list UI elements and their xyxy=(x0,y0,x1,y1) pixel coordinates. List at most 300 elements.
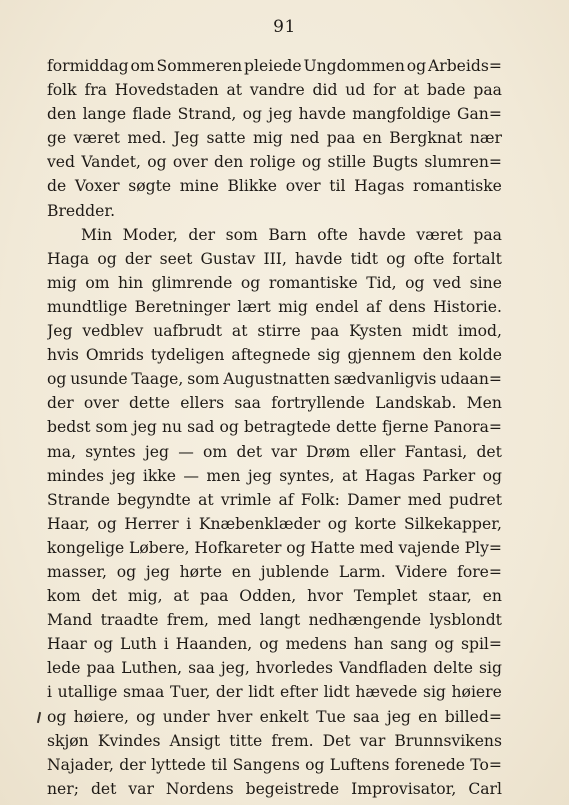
word: mine xyxy=(179,177,219,196)
word: Vandet, xyxy=(81,153,141,172)
word: nu xyxy=(161,418,183,437)
word: Drøm xyxy=(306,442,351,461)
word: ofte xyxy=(413,249,445,268)
page-number: 91 xyxy=(273,17,296,37)
word: paa xyxy=(326,129,356,148)
word: Templet xyxy=(353,587,418,606)
word: dens xyxy=(388,297,426,316)
word: Beretninger xyxy=(134,297,231,316)
word: traadte xyxy=(100,611,159,630)
word: vedblev xyxy=(82,322,144,341)
word: stille xyxy=(327,153,367,172)
word: — xyxy=(178,442,194,461)
text-line xyxy=(47,753,502,777)
word: pudret xyxy=(449,490,502,509)
word: mangfoldige xyxy=(352,105,451,124)
word: titte xyxy=(229,731,263,750)
word: og xyxy=(301,153,322,172)
word: Kvindes xyxy=(97,731,161,750)
word: sædvanligvis xyxy=(333,370,437,389)
word: Gan= xyxy=(457,105,502,124)
word: som xyxy=(225,225,258,244)
word: Videre xyxy=(395,562,448,581)
word: det xyxy=(236,442,262,461)
word: Landskab. xyxy=(375,394,457,413)
word: To= xyxy=(470,755,502,774)
word: havde xyxy=(295,249,343,268)
word: det xyxy=(91,587,117,606)
word: eller xyxy=(359,442,396,461)
word: fortalt xyxy=(452,249,502,268)
word: hvor xyxy=(307,587,343,606)
word: som xyxy=(95,418,128,437)
word: været xyxy=(416,225,463,244)
word: med. xyxy=(127,129,167,148)
word: paa xyxy=(86,659,116,678)
word: lange xyxy=(82,105,127,124)
text-line xyxy=(47,126,502,150)
word: frem. xyxy=(271,731,314,750)
word: paa xyxy=(310,322,340,341)
word: der xyxy=(124,249,152,268)
word: at xyxy=(173,587,189,606)
word: III, xyxy=(263,249,287,268)
word: men xyxy=(206,466,241,485)
word: Odden, xyxy=(239,587,297,606)
word: og xyxy=(136,707,156,726)
word: og xyxy=(147,153,167,172)
word: Omrids xyxy=(85,346,144,365)
word: Luftens xyxy=(329,755,390,774)
word: betragtede xyxy=(243,418,331,437)
word: forenede xyxy=(394,755,466,774)
word: Haanden, xyxy=(175,635,253,654)
word: jeg xyxy=(132,418,157,437)
word: og xyxy=(240,273,261,292)
word: kongelige xyxy=(47,538,125,557)
word: Folk: xyxy=(300,490,340,509)
word: imod, xyxy=(457,322,502,341)
word: med xyxy=(217,611,252,630)
word: utallige xyxy=(57,683,118,702)
word: Hagas xyxy=(354,177,405,196)
word: Hovedstaden xyxy=(114,81,219,100)
word: Tue xyxy=(316,707,346,726)
word: om xyxy=(85,273,110,292)
word: endel xyxy=(315,297,359,316)
word: lyttede xyxy=(151,755,206,774)
word: flade xyxy=(132,105,172,124)
word: korte xyxy=(354,514,397,533)
word: enkelt xyxy=(259,707,309,726)
word: om xyxy=(130,57,155,75)
word: Sangens xyxy=(232,755,300,774)
word: fortryllende xyxy=(271,394,365,413)
word: og xyxy=(219,418,239,437)
word: saa xyxy=(353,707,380,726)
word: var xyxy=(128,779,154,798)
word: Min xyxy=(81,225,112,244)
text-line xyxy=(47,536,502,560)
text-line xyxy=(47,560,502,584)
word: Hatte xyxy=(310,538,355,557)
word: vandre xyxy=(249,81,305,100)
word: Barn xyxy=(268,225,307,244)
word: i xyxy=(163,635,169,654)
word: Augustnatten xyxy=(223,370,330,389)
word: den xyxy=(214,153,244,172)
word: og xyxy=(47,707,67,726)
word: lidt xyxy=(323,683,350,702)
word: ved xyxy=(47,153,76,172)
word: staar, xyxy=(428,587,472,606)
word: dette xyxy=(129,394,171,413)
word: ellers xyxy=(180,394,225,413)
word: mundtlige xyxy=(47,297,128,316)
word: nedhængende xyxy=(308,611,422,630)
word: ved xyxy=(433,273,462,292)
word: saa xyxy=(188,659,215,678)
word: mig xyxy=(252,129,283,148)
word: nær xyxy=(469,129,502,148)
word: havde xyxy=(358,225,406,244)
word: sig xyxy=(479,659,502,678)
word: hvis xyxy=(47,346,79,365)
word: Ansigt xyxy=(169,731,221,750)
word: paa xyxy=(473,81,502,100)
text-line xyxy=(47,656,502,680)
text-line xyxy=(47,464,502,488)
text-line xyxy=(47,705,502,729)
text-line xyxy=(47,343,502,367)
word: Sommeren xyxy=(156,57,243,75)
text-line xyxy=(47,54,502,78)
word: under xyxy=(162,707,210,726)
word: formiddag xyxy=(47,57,129,75)
word: jeg xyxy=(144,442,169,461)
word: hørte xyxy=(179,562,223,581)
word: en xyxy=(418,707,438,726)
word: sang xyxy=(390,635,428,654)
text-line xyxy=(47,584,502,608)
word: og xyxy=(434,635,454,654)
text-line xyxy=(47,391,502,415)
word: der xyxy=(188,225,216,244)
word: aftegnede xyxy=(231,346,311,365)
word: syntes xyxy=(85,442,136,461)
text-line xyxy=(47,271,502,295)
word: Silkekapper, xyxy=(403,514,502,533)
text-line xyxy=(47,319,502,343)
word: Bredder. xyxy=(47,201,116,220)
word: udaan= xyxy=(440,370,502,389)
word: billed= xyxy=(444,707,502,726)
word: tydeligen xyxy=(150,346,225,365)
word: og xyxy=(93,635,114,654)
word: Kysten xyxy=(349,322,403,341)
word: paa xyxy=(199,587,229,606)
word: Bergknat xyxy=(389,129,463,148)
word: over xyxy=(172,153,208,172)
word: rolige xyxy=(249,153,296,172)
word: saa xyxy=(234,394,261,413)
word: jeg xyxy=(145,562,170,581)
word: og xyxy=(286,538,306,557)
word: Larm. xyxy=(338,562,386,581)
word: frem, xyxy=(166,611,210,630)
word: til xyxy=(329,177,346,196)
word: med xyxy=(359,538,394,557)
word: hin xyxy=(118,273,144,292)
text-line xyxy=(47,777,502,801)
word: med xyxy=(407,490,442,509)
word: Tid, xyxy=(366,273,397,292)
word: slumren= xyxy=(424,153,502,172)
word: vrimle xyxy=(220,490,272,509)
word: gjennem xyxy=(347,346,416,365)
word: ud xyxy=(345,81,366,100)
word: langt xyxy=(259,611,301,630)
text-line xyxy=(47,729,502,753)
word: af xyxy=(366,297,382,316)
text-line xyxy=(47,367,502,391)
word: sad xyxy=(187,418,215,437)
word: smaa xyxy=(122,683,165,702)
word: lysblondt xyxy=(429,611,502,630)
word: den xyxy=(422,346,452,365)
word: did xyxy=(312,81,338,100)
word: tidt xyxy=(350,249,379,268)
word: masser, xyxy=(47,562,108,581)
word: — xyxy=(183,466,199,485)
text-line xyxy=(47,150,502,174)
word: begyndte xyxy=(117,490,191,509)
word: Strand, xyxy=(177,105,237,124)
word: fra xyxy=(84,81,107,100)
word: og xyxy=(259,635,279,654)
word: Improvisator, xyxy=(351,779,457,798)
word: og xyxy=(47,370,67,389)
word: til xyxy=(211,755,228,774)
word: ge xyxy=(47,129,67,148)
word: Najader, xyxy=(47,755,114,774)
word: over xyxy=(285,177,321,196)
word: jeg xyxy=(247,466,272,485)
word: uafbrudt xyxy=(153,322,223,341)
word: høiere xyxy=(451,683,502,702)
word: over xyxy=(83,394,119,413)
word: jeg xyxy=(386,707,411,726)
text-line xyxy=(47,223,502,247)
word: Ply= xyxy=(464,538,502,557)
word: Gustav xyxy=(200,249,256,268)
text-line xyxy=(47,199,502,223)
word: satte xyxy=(206,129,246,148)
word: og xyxy=(242,105,262,124)
word: om xyxy=(203,442,228,461)
word: og xyxy=(482,466,502,485)
word: folk xyxy=(47,81,77,100)
word: mindes xyxy=(47,466,105,485)
word: ned xyxy=(290,129,320,148)
text-line xyxy=(47,415,502,439)
word: Hagas xyxy=(364,466,416,485)
word: delte xyxy=(433,659,473,678)
word: og xyxy=(97,249,117,268)
word: Det xyxy=(322,731,351,750)
word: jeg xyxy=(268,105,293,124)
word: bedst xyxy=(47,418,91,437)
word: midt xyxy=(411,322,448,341)
word: fore= xyxy=(457,562,502,581)
word: en xyxy=(362,129,382,148)
word: at xyxy=(403,81,420,100)
word: Carl xyxy=(468,779,502,798)
text-line xyxy=(47,632,502,656)
text-line xyxy=(47,608,502,632)
word: der xyxy=(47,394,74,413)
word: sig xyxy=(317,346,341,365)
word: i xyxy=(47,683,52,702)
word: for xyxy=(373,81,396,100)
word: Blikke xyxy=(227,177,278,196)
word: sig xyxy=(422,683,446,702)
word: at xyxy=(341,466,358,485)
word: søgte xyxy=(128,177,172,196)
word: det xyxy=(90,779,117,798)
word: Parker xyxy=(422,466,476,485)
word: mig xyxy=(47,273,77,292)
word: romantiske xyxy=(412,177,502,196)
word: Bugts xyxy=(372,153,419,172)
word: jublende xyxy=(260,562,330,581)
margin-mark xyxy=(37,712,41,723)
word: glimrende xyxy=(151,273,233,292)
word: pleiede xyxy=(244,57,302,75)
word: Men xyxy=(466,394,502,413)
word: usunde xyxy=(70,370,128,389)
word: ma, xyxy=(47,442,77,461)
word: Panora= xyxy=(433,418,502,437)
word: af xyxy=(278,490,294,509)
text-line xyxy=(47,247,502,271)
word: og xyxy=(406,57,427,75)
word: Knæbenklæder xyxy=(198,514,321,533)
word: Haga xyxy=(47,249,90,268)
text-line xyxy=(47,295,502,319)
word: lidt xyxy=(248,683,275,702)
word: han xyxy=(353,635,384,654)
word: havde xyxy=(298,105,346,124)
text-line xyxy=(47,78,502,102)
word: paa xyxy=(473,225,502,244)
word: der xyxy=(119,755,146,774)
word: begeistrede xyxy=(245,779,340,798)
word: ikke xyxy=(142,466,176,485)
word: det xyxy=(476,442,502,461)
word: Moder, xyxy=(122,225,178,244)
text-line xyxy=(47,174,502,198)
word: var xyxy=(271,442,297,461)
word: seet xyxy=(159,249,193,268)
word: skjøn xyxy=(47,731,89,750)
word: Voxer xyxy=(74,177,120,196)
word: dette xyxy=(335,418,377,437)
text-line xyxy=(47,102,502,126)
word: Jeg xyxy=(47,322,73,341)
word: Brunnsvikens xyxy=(394,731,502,750)
word: Haar xyxy=(47,635,87,654)
text-line xyxy=(47,440,502,464)
word: Historie. xyxy=(433,297,502,316)
word: Arbeids= xyxy=(427,57,502,75)
text-line xyxy=(47,680,502,704)
word: hævede xyxy=(355,683,418,702)
word: fjerne xyxy=(382,418,429,437)
word: som xyxy=(187,370,220,389)
word: Damer xyxy=(347,490,401,509)
word: Hofkareter xyxy=(194,538,282,557)
word: lært xyxy=(237,297,271,316)
word: jeg, xyxy=(220,659,250,678)
word: Luthen, xyxy=(121,659,183,678)
word: ner; xyxy=(47,779,79,798)
word: stirre xyxy=(257,322,301,341)
word: Nordens xyxy=(165,779,234,798)
word: og xyxy=(405,273,425,292)
word: spil= xyxy=(460,635,502,654)
word: Strande xyxy=(47,490,110,509)
word: Mand xyxy=(47,611,93,630)
body-text xyxy=(47,54,502,801)
word: mig xyxy=(278,297,308,316)
word: Herrer xyxy=(124,514,179,533)
word: Fantasi, xyxy=(404,442,468,461)
word: sine xyxy=(469,273,502,292)
word: jeg xyxy=(111,466,136,485)
word: at xyxy=(231,322,248,341)
word: syntes, xyxy=(279,466,335,485)
word: Haar, xyxy=(47,514,90,533)
word: ofte xyxy=(317,225,348,244)
word: Tuer, xyxy=(169,683,211,702)
word: mig, xyxy=(127,587,163,606)
text-line xyxy=(47,488,502,512)
word: de xyxy=(47,177,67,196)
word: i xyxy=(186,514,192,533)
word: Ungdommen xyxy=(303,57,405,75)
word: kom xyxy=(47,587,81,606)
word: bade xyxy=(427,81,466,100)
word: en xyxy=(231,562,252,581)
word: og xyxy=(97,514,117,533)
word: været xyxy=(73,129,120,148)
word: vajende xyxy=(398,538,460,557)
word: Vandfladen xyxy=(339,659,428,678)
word: medens xyxy=(285,635,347,654)
word: lede xyxy=(47,659,81,678)
word: og xyxy=(386,249,406,268)
word: en xyxy=(482,587,502,606)
word: og xyxy=(116,562,137,581)
word: Luth xyxy=(120,635,157,654)
word: var xyxy=(359,731,386,750)
word: kolde xyxy=(458,346,502,365)
word: efter xyxy=(280,683,318,702)
word: Taage, xyxy=(131,370,184,389)
word: høiere, xyxy=(73,707,129,726)
word: og xyxy=(305,755,325,774)
